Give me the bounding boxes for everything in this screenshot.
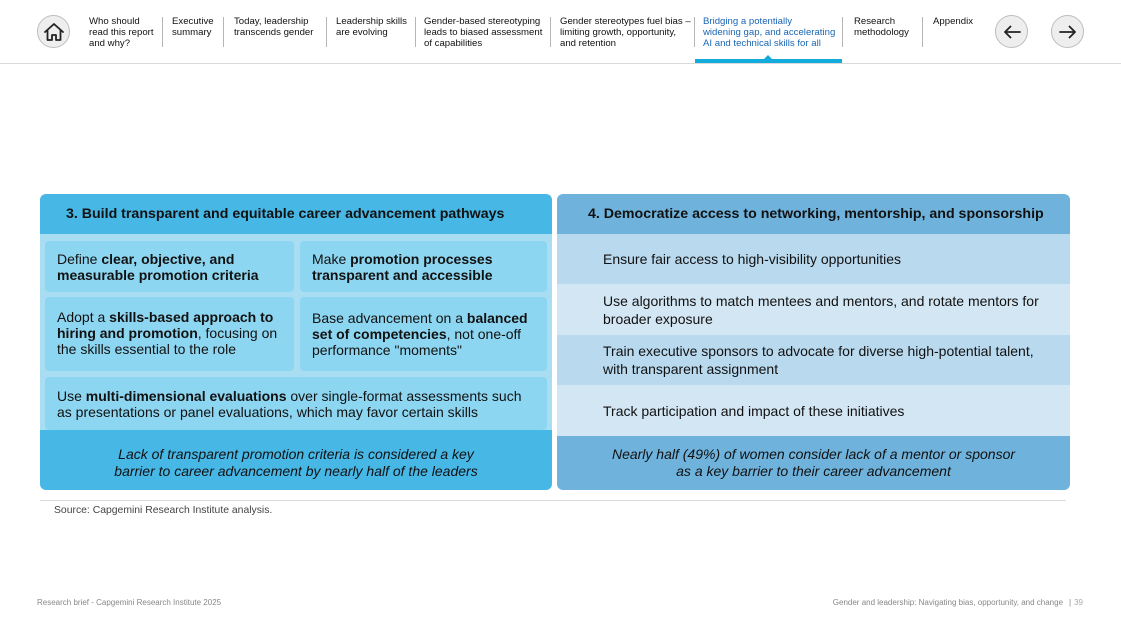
career-pathways-panel xyxy=(40,194,552,490)
nav-item-stereotypes-fuel-bias[interactable]: Gender stereotypes fuel bias – limiting growth, opportunity, and retention xyxy=(560,16,691,49)
nav-item-bridging-gap[interactable]: Bridging a potentially widening gap, and accelerating AI and technical skills for all xyxy=(703,16,836,49)
nav-item-research-methodology[interactable]: Research methodology xyxy=(854,16,909,38)
card-skills-based-approach: Adopt a skills-based approach to hiring and promotion, focusing on the skills essential to the role xyxy=(45,297,294,371)
card-multi-dimensional-evaluations: Use multi-dimensional evaluations over single-format assessments such as presentations or panel evaluations, which may favor certain skills xyxy=(45,377,547,430)
nav-item-who-should-read[interactable]: Who should read this report and why? xyxy=(89,16,154,49)
list-item: Use algorithms to match mentees and mentors, and rotate mentors for broader exposure xyxy=(557,284,1070,335)
previous-page-button[interactable] xyxy=(995,15,1028,48)
nav-item-leadership-transcends-gender[interactable]: Today, leadership transcends gender xyxy=(234,16,314,38)
networking-mentorship-panel xyxy=(557,194,1070,490)
active-tab-caret xyxy=(763,55,773,60)
card-transparent-promotion: Make promotion processes transparent and accessible xyxy=(300,241,547,292)
next-page-button[interactable] xyxy=(1051,15,1084,48)
nav-item-executive-summary[interactable]: Executive summary xyxy=(172,16,214,38)
footer-report-title: Gender and leadership: Navigating bias, opportunity, and change | 39 xyxy=(832,598,1083,607)
arrow-left-icon xyxy=(1003,25,1021,39)
source-note: Source: Capgemini Research Institute analysis. xyxy=(54,505,273,516)
nav-separator xyxy=(415,17,416,47)
card-balanced-competencies: Base advancement on a balanced set of competencies, not one-off performance "moments" xyxy=(300,297,547,371)
panel-title: 3. Build transparent and equitable career advancement pathways xyxy=(66,206,505,222)
panel-key-statistic: Nearly half (49%) of women consider lack of a mentor or sponsor as a key barrier to their career advancement xyxy=(611,446,1016,479)
nav-separator xyxy=(842,17,843,47)
nav-separator xyxy=(223,17,224,47)
nav-item-gender-stereotyping[interactable]: Gender-based stereotyping leads to biased assessment of capabilities xyxy=(424,16,543,49)
home-button[interactable] xyxy=(37,15,70,48)
footer-publication: Research brief - Capgemini Research Institute 2025 xyxy=(37,598,222,607)
nav-separator xyxy=(162,17,163,47)
nav-separator xyxy=(694,17,695,47)
list-item: Train executive sponsors to advocate for diverse high-potential talent, with transparent assignment xyxy=(557,335,1070,385)
panel-key-statistic: Lack of transparent promotion criteria is considered a key barrier to career advancement by nearly half of the leaders xyxy=(114,446,478,479)
card-promotion-criteria: Define clear, objective, and measurable promotion criteria xyxy=(45,241,294,292)
top-navigation xyxy=(0,0,1121,64)
nav-separator xyxy=(550,17,551,47)
divider xyxy=(40,500,1066,501)
page-number: 39 xyxy=(1074,598,1083,607)
panel-title: 4. Democratize access to networking, mentorship, and sponsorship xyxy=(588,206,1044,222)
list-item: Ensure fair access to high-visibility opportunities xyxy=(557,234,1070,284)
nav-item-leadership-skills[interactable]: Leadership skills are evolving xyxy=(336,16,407,38)
nav-item-appendix[interactable]: Appendix xyxy=(933,16,974,27)
recommendation-cards xyxy=(40,234,552,430)
nav-separator xyxy=(922,17,923,47)
list-item: Track participation and impact of these initiatives xyxy=(557,385,1070,436)
home-icon xyxy=(43,22,65,42)
arrow-right-icon xyxy=(1059,25,1077,39)
nav-separator xyxy=(326,17,327,47)
